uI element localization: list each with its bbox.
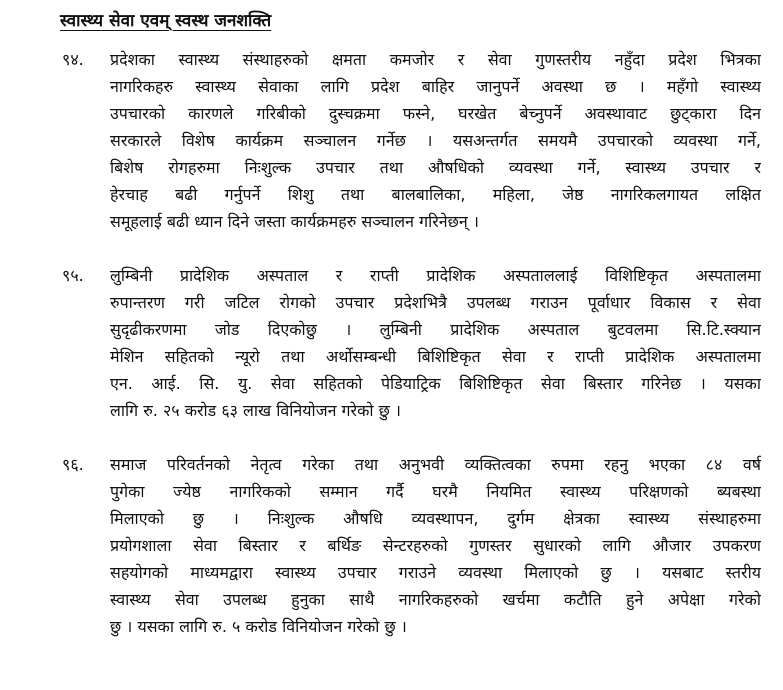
paragraph-line: मेशिन सहितको न्यूरो तथा अर्थोसम्बन्धी बिशिष्टिकृत सेवा र राप्ती प्रादेशिक अस्पतालमा — [110, 347, 761, 366]
paragraph-line: सुदृढीकरणमा जोड दिएकोछु । लुम्बिनी प्रादेशिक अस्पताल बुटवलमा सि.टि.स्क्यान — [110, 320, 761, 339]
paragraph-line: उपचारको कारणले गरिबीको दुस्चक्रमा फस्ने, घरखेत बेच्नुपर्ने अवस्थावाट छुट्कारा दिन — [110, 104, 761, 123]
paragraph-line: स्वास्थ्य सेवा उपलब्ध हुनुका साथै नागरिकहरुको खर्चमा कटौति हुने अपेक्षा गरेको — [110, 590, 761, 609]
paragraph-line: सहयोगको माध्यमद्वारा स्वास्थ्य उपचार गराउने व्यवस्था मिलाएको छु । यसबाट स्तरीय — [110, 563, 761, 582]
paragraph-line: प्रदेशका स्वास्थ्य संस्थाहरुको क्षमता कमजोर र सेवा गुणस्तरीय नहुँदा प्रदेश भित्रका — [110, 50, 761, 69]
paragraph-line: रुपान्तरण गरी जटिल रोगको उपचार प्रदेशभित्रै उपलब्ध गराउन पूर्वाधार विकास र सेवा — [110, 293, 761, 312]
paragraph-body — [110, 46, 761, 235]
paragraph-line: पुगेका ज्येष्ठ नागरिकको सम्मान गर्दै घरमै नियमित स्वास्थ्य परिक्षणको ब्यबस्था — [110, 482, 761, 501]
paragraph-body — [110, 262, 761, 424]
paragraph-line: प्रयोगशाला सेवा बिस्तार र बर्थिङ सेन्टरहरुको गुणस्तर सुधारको लागि औजार उपकरण — [110, 536, 761, 555]
paragraph-number: ९४. — [62, 50, 84, 69]
paragraph-line: लुम्बिनी प्रादेशिक अस्पताल र राप्ती प्रादेशिक अस्पताललाई विशिष्टिकृत अस्पतालमा — [110, 266, 761, 285]
paragraph-line: हेरचाह बढी गर्नुपर्ने शिशु तथा बालबालिका, महिला, जेष्ठ नागरिकलगायत लक्षित — [110, 185, 761, 204]
section-heading: स्वास्थ्य सेवा एवम् स्वस्थ जनशक्ति — [60, 11, 272, 31]
paragraph-line: समूहलाई बढी ध्यान दिने जस्ता कार्यक्रमहरु सञ्चालन गरिनेछन् । — [110, 212, 479, 231]
paragraph-line: छु । यसका लागि रु. ५ करोड विनियोजन गरेको छु । — [110, 617, 407, 636]
paragraph-line: मिलाएको छु । निःशुल्क औषधि व्यवस्थापन, दुर्गम क्षेत्रका स्वास्थ्य संस्थाहरुमा — [110, 509, 761, 528]
paragraph-number: ९५. — [62, 266, 84, 285]
paragraph-body — [110, 451, 761, 640]
paragraph-line: समाज परिवर्तनको नेतृत्व गरेका तथा अनुभवी व्यक्तित्वका रुपमा रहनु भएका ८४ वर्ष — [110, 455, 761, 474]
paragraph-line: एन. आई. सि. यु. सेवा सहितको पेडियाट्रिक बिशिष्टिकृत सेवा बिस्तार गरिनेछ । यसका — [110, 374, 761, 393]
paragraph-line: लागि रु. २५ करोड ६३ लाख विनियोजन गरेको छु । — [110, 401, 401, 420]
paragraph-line: बिशेष रोगहरुमा निःशुल्क उपचार तथा औषधिको व्यवस्था गर्ने, स्वास्थ्य उपचार र — [110, 158, 761, 177]
paragraph-line: नागरिकहरु स्वास्थ्य सेवाका लागि प्रदेश बाहिर जानुपर्ने अवस्था छ । महँगो स्वास्थ्य — [110, 77, 761, 96]
paragraph-number: ९६. — [62, 455, 84, 474]
paragraph-line: सरकारले विशेष कार्यक्रम सञ्चालन गर्नेछ । यसअन्तर्गत समयमै उपचारको व्यवस्था गर्ने, — [110, 131, 761, 150]
